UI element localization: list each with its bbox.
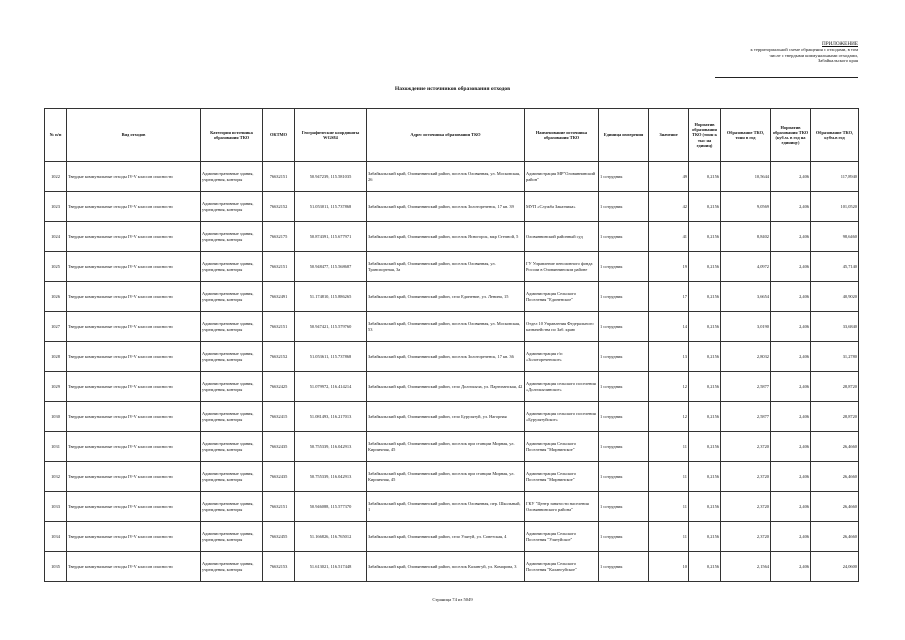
table-row: [45, 282, 859, 312]
waste-type-cell: Твердые коммунальные отходы IV-V классов опасности: [67, 192, 201, 222]
source-category-cell: Административные здания, учреждения, конторы: [201, 402, 263, 432]
source-address-cell: Забайкальский край, Оловяннинский район, поселок при станции Мирная, ул. Кирпичная, 45: [367, 462, 525, 492]
unit-cell: 1 сотрудник: [599, 192, 649, 222]
tko-cubic-cell: 26,4660: [811, 462, 859, 492]
norm-tons-cell: 0,2156: [689, 432, 721, 462]
table-row: [45, 492, 859, 522]
table-row: [45, 522, 859, 552]
tko-cubic-cell: 101,0520: [811, 192, 859, 222]
unit-cell: 1 сотрудник: [599, 252, 649, 282]
column-header: Категория источника образования ТКО: [201, 109, 263, 162]
column-header: ОКТМО: [263, 109, 295, 162]
tko-tons-cell: 9,0569: [721, 192, 771, 222]
coordinates-cell: 50.874391, 115.677971: [295, 222, 367, 252]
column-header: Адрес источника образования ТКО: [367, 109, 525, 162]
unit-cell: 1 сотрудник: [599, 402, 649, 432]
source-name-cell: Администрация Сельского Поселения "Мирнинское": [525, 462, 599, 492]
unit-cell: 1 сотрудник: [599, 342, 649, 372]
oktmo-code-cell: 76632151: [263, 492, 295, 522]
unit-cell: 1 сотрудник: [599, 372, 649, 402]
source-address-cell: Забайкальский край, Оловяннинский район, поселок Золотореченск, 17 кв. 39: [367, 192, 525, 222]
oktmo-code-cell: 76632435: [263, 432, 295, 462]
value-cell: 49: [649, 162, 689, 192]
oktmo-code-cell: 76632435: [263, 462, 295, 492]
value-cell: 13: [649, 342, 689, 372]
column-header: № п/п: [45, 109, 67, 162]
row-number-cell: 1034: [45, 522, 67, 552]
norm-tons-cell: 0,2156: [689, 342, 721, 372]
source-name-cell: Администрация Сельского Поселения "Единенское": [525, 282, 599, 312]
norm-tons-cell: 0,2156: [689, 312, 721, 342]
norm-cubic-cell: 2,406: [771, 162, 811, 192]
source-address-cell: Забайкальский край, Оловяннинский район, поселок Оловянная, ул. Московская, 53: [367, 312, 525, 342]
norm-cubic-cell: 2,406: [771, 342, 811, 372]
source-address-cell: Забайкальский край, Оловяннинский район, поселок при станции Мирная, ул. Кирпичная, 45: [367, 432, 525, 462]
waste-type-cell: Твердые коммунальные отходы IV-V классов опасности: [67, 492, 201, 522]
row-number-cell: 1029: [45, 372, 67, 402]
annex-line-2: к территориальной схеме обращения с отходами, в том: [750, 47, 858, 53]
waste-type-cell: Твердые коммунальные отходы IV-V классов опасности: [67, 342, 201, 372]
oktmo-code-cell: 76632152: [263, 342, 295, 372]
row-number-cell: 1023: [45, 192, 67, 222]
oktmo-code-cell: 76632151: [263, 252, 295, 282]
norm-cubic-cell: 2,406: [771, 492, 811, 522]
source-category-cell: Административные здания, учреждения, конторы: [201, 282, 263, 312]
value-cell: 42: [649, 192, 689, 222]
row-number-cell: 1028: [45, 342, 67, 372]
tko-tons-cell: 2,3720: [721, 492, 771, 522]
source-category-cell: Административные здания, учреждения, конторы: [201, 312, 263, 342]
coordinates-cell: 51.079972, 116.414214: [295, 372, 367, 402]
norm-cubic-cell: 2,406: [771, 252, 811, 282]
tko-cubic-cell: 28,8720: [811, 372, 859, 402]
source-address-cell: Забайкальский край, Оловяннинский район, поселок Золотореченск, 17 кв. 36: [367, 342, 525, 372]
coordinates-cell: 50.755339, 116.042913: [295, 432, 367, 462]
oktmo-code-cell: 76632491: [263, 282, 295, 312]
unit-cell: 1 сотрудник: [599, 462, 649, 492]
tko-cubic-cell: 45,7140: [811, 252, 859, 282]
norm-cubic-cell: 2,406: [771, 192, 811, 222]
column-header: Образование ТКО, кубм.в год: [811, 109, 859, 162]
unit-cell: 1 сотрудник: [599, 162, 649, 192]
waste-type-cell: Твердые коммунальные отходы IV-V классов опасности: [67, 432, 201, 462]
table-row: [45, 222, 859, 252]
tko-cubic-cell: 28,8720: [811, 402, 859, 432]
tko-tons-cell: 3,6654: [721, 282, 771, 312]
coordinates-cell: 50.755339, 116.042913: [295, 462, 367, 492]
source-address-cell: Забайкальский край, Оловяннинский район, село Улятуй, ул. Советская, 4: [367, 522, 525, 552]
row-number-cell: 1032: [45, 462, 67, 492]
tko-cubic-cell: 26,4660: [811, 522, 859, 552]
source-address-cell: Забайкальский край, Оловяннинский район, село Долгокыча, ул. Партизанская, 42: [367, 372, 525, 402]
norm-cubic-cell: 2,406: [771, 462, 811, 492]
source-name-cell: Администрация Сельского Поселения "Калангуйское": [525, 552, 599, 582]
source-category-cell: Административные здания, учреждения, конторы: [201, 552, 263, 582]
tko-tons-cell: 4,0972: [721, 252, 771, 282]
table-row: [45, 372, 859, 402]
value-cell: 17: [649, 282, 689, 312]
norm-cubic-cell: 2,406: [771, 432, 811, 462]
coordinates-cell: 51.081493, 116.217013: [295, 402, 367, 432]
annex-line-3: числе с твердыми коммунальными отходами,: [769, 52, 858, 58]
column-header: Норматив образования ТКО (куб.м. в год на единицу): [771, 109, 811, 162]
source-address-cell: Забайкальский край, Оловяннинский район, поселок Ясногорск, мкр Степной, 5: [367, 222, 525, 252]
norm-cubic-cell: 2,406: [771, 372, 811, 402]
sources-table: [44, 108, 859, 582]
source-category-cell: Административные здания, учреждения, конторы: [201, 222, 263, 252]
table-row: [45, 252, 859, 282]
norm-tons-cell: 0,2156: [689, 462, 721, 492]
annex-line-4: Забайкальского края: [817, 58, 858, 64]
tko-cubic-cell: 31,2780: [811, 342, 859, 372]
source-address-cell: Забайкальский край, Оловяннинский район, село Единение, ул. Ленина, 15: [367, 282, 525, 312]
norm-tons-cell: 0,2156: [689, 252, 721, 282]
tko-tons-cell: 10,5644: [721, 162, 771, 192]
row-number-cell: 1022: [45, 162, 67, 192]
coordinates-cell: 51.613021, 116.517448: [295, 552, 367, 582]
table-header-row: [45, 109, 859, 162]
norm-cubic-cell: 2,406: [771, 282, 811, 312]
source-category-cell: Административные здания, учреждения, конторы: [201, 432, 263, 462]
tko-tons-cell: 2,3720: [721, 522, 771, 552]
source-address-cell: Забайкальский край, Оловяннинский район, поселок Калангуй, ул. Комарова, 3: [367, 552, 525, 582]
coordinates-cell: 51.053611, 115.737868: [295, 342, 367, 372]
source-name-cell: Администрация МР"Оловяннинский район": [525, 162, 599, 192]
column-header: Вид отходов: [67, 109, 201, 162]
source-category-cell: Административные здания, учреждения, конторы: [201, 162, 263, 192]
tko-tons-cell: 2,3720: [721, 432, 771, 462]
tko-tons-cell: 2,3720: [721, 462, 771, 492]
value-cell: 19: [649, 252, 689, 282]
norm-tons-cell: 0,2156: [689, 192, 721, 222]
value-cell: 10: [649, 552, 689, 582]
tko-cubic-cell: 24,0600: [811, 552, 859, 582]
unit-cell: 1 сотрудник: [599, 552, 649, 582]
waste-type-cell: Твердые коммунальные отходы IV-V классов опасности: [67, 312, 201, 342]
unit-cell: 1 сотрудник: [599, 492, 649, 522]
coordinates-cell: 51.166826, 116.765012: [295, 522, 367, 552]
source-category-cell: Административные здания, учреждения, конторы: [201, 462, 263, 492]
oktmo-code-cell: 76632415: [263, 402, 295, 432]
column-header: Единица измерения: [599, 109, 649, 162]
value-cell: 11: [649, 492, 689, 522]
source-name-cell: ГУ Управление пенсионного фонда России в Оловяннинском районе: [525, 252, 599, 282]
source-name-cell: Администрация сельского поселения «Бурулятуйское»: [525, 402, 599, 432]
tko-cubic-cell: 26,4660: [811, 432, 859, 462]
document-title: Нахождение источников образования отходов: [394, 86, 511, 92]
norm-tons-cell: 0,2156: [689, 402, 721, 432]
oktmo-code-cell: 76632151: [263, 312, 295, 342]
source-address-cell: Забайкальский край, Оловяннинский район, поселок Оловянная, ул. Транспортная, 3а: [367, 252, 525, 282]
tko-tons-cell: 2,1564: [721, 552, 771, 582]
unit-cell: 1 сотрудник: [599, 222, 649, 252]
row-number-cell: 1031: [45, 432, 67, 462]
table-row: [45, 402, 859, 432]
norm-tons-cell: 0,2156: [689, 522, 721, 552]
unit-cell: 1 сотрудник: [599, 522, 649, 552]
norm-cubic-cell: 2,406: [771, 402, 811, 432]
value-cell: 11: [649, 432, 689, 462]
coordinates-cell: 51.174810, 115.886265: [295, 282, 367, 312]
source-name-cell: ГКУ "Центр занятости населения Оловяннинского района": [525, 492, 599, 522]
value-cell: 12: [649, 372, 689, 402]
coordinates-cell: 50.947421, 115.579760: [295, 312, 367, 342]
tko-tons-cell: 2,8032: [721, 342, 771, 372]
table-row: [45, 342, 859, 372]
table-row: [45, 462, 859, 492]
waste-type-cell: Твердые коммунальные отходы IV-V классов опасности: [67, 252, 201, 282]
source-name-cell: Оловяннинский районный суд: [525, 222, 599, 252]
table-row: [45, 552, 859, 582]
norm-tons-cell: 0,2156: [689, 492, 721, 522]
waste-type-cell: Твердые коммунальные отходы IV-V классов опасности: [67, 552, 201, 582]
value-cell: 41: [649, 222, 689, 252]
norm-tons-cell: 0,2156: [689, 222, 721, 252]
source-name-cell: Администрация сельского поселения «Долгокычинское»: [525, 372, 599, 402]
waste-type-cell: Твердые коммунальные отходы IV-V классов опасности: [67, 372, 201, 402]
coordinates-cell: 50.948477, 115.568687: [295, 252, 367, 282]
source-name-cell: Администрация Сельского Поселения "Мирнинское": [525, 432, 599, 462]
table-row: [45, 192, 859, 222]
tko-tons-cell: 8,8402: [721, 222, 771, 252]
coordinates-cell: 51.053011, 115.737868: [295, 192, 367, 222]
row-number-cell: 1027: [45, 312, 67, 342]
unit-cell: 1 сотрудник: [599, 312, 649, 342]
column-header: Значение: [649, 109, 689, 162]
value-cell: 11: [649, 462, 689, 492]
row-number-cell: 1026: [45, 282, 67, 312]
row-number-cell: 1030: [45, 402, 67, 432]
norm-tons-cell: 0,2156: [689, 162, 721, 192]
tko-cubic-cell: 98,6460: [811, 222, 859, 252]
source-category-cell: Административные здания, учреждения, конторы: [201, 522, 263, 552]
annex-header: [751, 42, 858, 64]
tko-tons-cell: 3,0190: [721, 312, 771, 342]
norm-cubic-cell: 2,406: [771, 312, 811, 342]
column-header: Географические координаты WGS84: [295, 109, 367, 162]
column-header: Норматив образования ТКО (тонн к тыс на единиц): [689, 109, 721, 162]
row-number-cell: 1033: [45, 492, 67, 522]
tko-cubic-cell: 40,9020: [811, 282, 859, 312]
row-number-cell: 1024: [45, 222, 67, 252]
value-cell: 14: [649, 312, 689, 342]
source-category-cell: Административные здания, учреждения, конторы: [201, 372, 263, 402]
waste-type-cell: Твердые коммунальные отходы IV-V классов опасности: [67, 522, 201, 552]
norm-tons-cell: 0,2156: [689, 372, 721, 402]
source-name-cell: Администрация г/п «Золотореченское»: [525, 342, 599, 372]
oktmo-code-cell: 76632151: [263, 162, 295, 192]
tko-tons-cell: 2,5877: [721, 402, 771, 432]
tko-cubic-cell: 26,4660: [811, 492, 859, 522]
waste-type-cell: Твердые коммунальные отходы IV-V классов опасности: [67, 222, 201, 252]
source-address-cell: Забайкальский край, Оловяннинский район, село Бурулятуй, ул. Нагорная: [367, 402, 525, 432]
norm-cubic-cell: 2,406: [771, 552, 811, 582]
oktmo-code-cell: 76632175: [263, 222, 295, 252]
table-row: [45, 432, 859, 462]
norm-tons-cell: 0,2156: [689, 282, 721, 312]
tko-cubic-cell: 33,6840: [811, 312, 859, 342]
unit-cell: 1 сотрудник: [599, 282, 649, 312]
oktmo-code-cell: 76632455: [263, 522, 295, 552]
source-category-cell: Административные здания, учреждения, конторы: [201, 492, 263, 522]
source-name-cell: Отдел 10 Управления Федерального казначейства по Заб. краю: [525, 312, 599, 342]
waste-type-cell: Твердые коммунальные отходы IV-V классов опасности: [67, 162, 201, 192]
oktmo-code-cell: 76632153: [263, 552, 295, 582]
coordinates-cell: 50.947239, 115.581035: [295, 162, 367, 192]
row-number-cell: 1025: [45, 252, 67, 282]
unit-cell: 1 сотрудник: [599, 432, 649, 462]
column-header: Наименование источника образования ТКО: [525, 109, 599, 162]
norm-cubic-cell: 2,406: [771, 222, 811, 252]
source-address-cell: Забайкальский край, Оловяннинский район, поселок Оловянная, ул. Московская, 26: [367, 162, 525, 192]
annex-divider: [715, 77, 858, 78]
tko-cubic-cell: 117,8940: [811, 162, 859, 192]
waste-type-cell: Твердые коммунальные отходы IV-V классов опасности: [67, 462, 201, 492]
column-header: Образование ТКО, тонн в год: [721, 109, 771, 162]
source-name-cell: МУП «Служба Заказчика»: [525, 192, 599, 222]
value-cell: 11: [649, 522, 689, 552]
coordinates-cell: 50.946088, 115.577370: [295, 492, 367, 522]
source-name-cell: Администрация Сельского Поселения "Улятуйское": [525, 522, 599, 552]
waste-type-cell: Твердые коммунальные отходы IV-V классов опасности: [67, 282, 201, 312]
page-number: Страница 74 из 5049: [432, 597, 473, 602]
norm-tons-cell: 0,2156: [689, 552, 721, 582]
row-number-cell: 1035: [45, 552, 67, 582]
source-category-cell: Административные здания, учреждения, конторы: [201, 342, 263, 372]
norm-cubic-cell: 2,406: [771, 522, 811, 552]
source-category-cell: Административные здания, учреждения, конторы: [201, 192, 263, 222]
oktmo-code-cell: 76632152: [263, 192, 295, 222]
annex-title: ПРИЛОЖЕНИЕ: [822, 41, 858, 47]
source-address-cell: Забайкальский край, Оловяннинский район, поселок Оловянная, пер. Школьный, 1: [367, 492, 525, 522]
table-row: [45, 162, 859, 192]
table-row: [45, 312, 859, 342]
tko-tons-cell: 2,5877: [721, 372, 771, 402]
oktmo-code-cell: 76632425: [263, 372, 295, 402]
waste-type-cell: Твердые коммунальные отходы IV-V классов опасности: [67, 402, 201, 432]
value-cell: 12: [649, 402, 689, 432]
source-category-cell: Административные здания, учреждения, конторы: [201, 252, 263, 282]
